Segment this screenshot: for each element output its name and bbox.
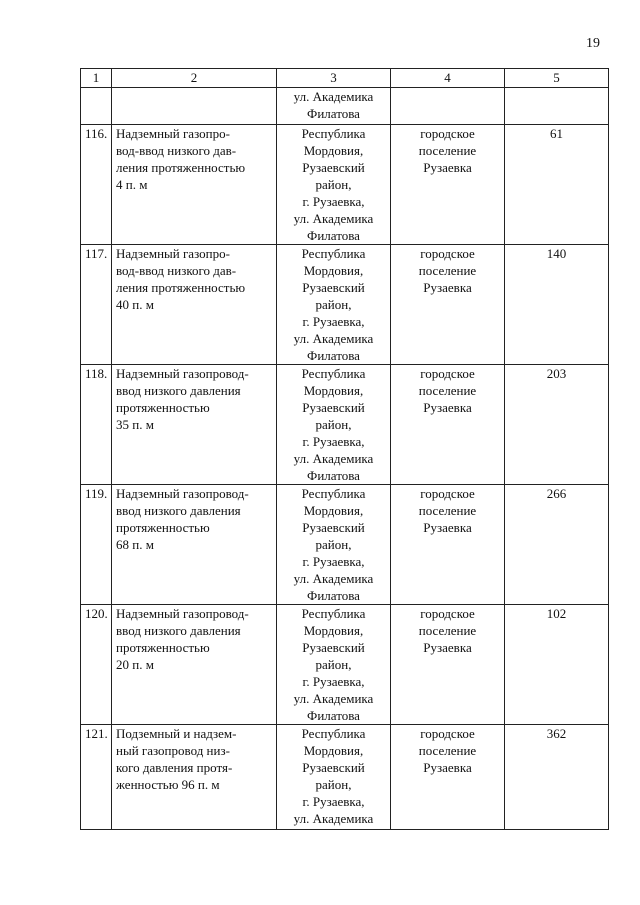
object-name-cell <box>112 245 277 365</box>
row-number-cell: 116. <box>81 125 112 245</box>
column-header-3: 3 <box>277 69 391 88</box>
object-name-line: ввод низкого давления <box>116 503 241 518</box>
object-name-line: ления протяженностью <box>116 280 246 295</box>
object-name-line: Подземный и надзем- <box>116 726 237 741</box>
column-header-5: 5 <box>505 69 609 88</box>
address-line: Мордовия, <box>303 623 364 638</box>
settlement-line: городское <box>420 606 475 621</box>
object-name-line: вод-ввод низкого дав- <box>116 263 237 278</box>
settlement-cell <box>391 485 505 605</box>
address-line: Республика <box>301 606 366 621</box>
settlement-cell <box>391 725 505 830</box>
address-line: Мордовия, <box>303 383 364 398</box>
object-name-line: 35 п. м <box>116 417 154 432</box>
object-name-line: 68 п. м <box>116 537 154 552</box>
address-cell <box>277 725 391 830</box>
row-number-cell: 119. <box>81 485 112 605</box>
continuation-num-cell <box>81 88 112 125</box>
object-name-line: протяженностью <box>116 640 210 655</box>
registry-table <box>80 68 609 830</box>
address-line: ул. Академика <box>293 211 374 226</box>
table-row <box>81 485 609 605</box>
value-cell: 362 <box>505 725 609 830</box>
address-line: г. Рузаевка, <box>302 794 365 809</box>
address-line: г. Рузаевка, <box>302 434 365 449</box>
address-line: Мордовия, <box>303 503 364 518</box>
table-row <box>81 605 609 725</box>
continuation-value-cell <box>505 88 609 125</box>
address-line: район, <box>315 777 352 792</box>
settlement-line: Рузаевка <box>423 760 472 775</box>
address-line: Филатова <box>307 588 360 603</box>
object-name-line: 4 п. м <box>116 177 148 192</box>
object-name-line: протяженностью <box>116 520 210 535</box>
address-line: Рузаевский <box>302 400 365 415</box>
object-name-line: женностью 96 п. м <box>116 777 220 792</box>
value-cell: 61 <box>505 125 609 245</box>
continuation-settlement-cell <box>391 88 505 125</box>
object-name-cell <box>112 725 277 830</box>
object-name-line: Надземный газопро- <box>116 126 230 141</box>
address-line: Республика <box>301 486 366 501</box>
address-line: район, <box>315 417 352 432</box>
row-number-cell: 121. <box>81 725 112 830</box>
address-line: Республика <box>301 366 366 381</box>
address-line: Филатова <box>307 228 360 243</box>
object-name-line: Надземный газопровод- <box>116 366 249 381</box>
row-number-cell: 118. <box>81 365 112 485</box>
address-line: район, <box>315 297 352 312</box>
address-cell <box>277 605 391 725</box>
column-header-4: 4 <box>391 69 505 88</box>
settlement-line: Рузаевка <box>423 520 472 535</box>
address-line: Филатова <box>307 348 360 363</box>
value-cell: 102 <box>505 605 609 725</box>
object-name-line: Надземный газопровод- <box>116 606 249 621</box>
settlement-cell <box>391 125 505 245</box>
address-line: Рузаевский <box>302 640 365 655</box>
object-name-line: протяженностью <box>116 400 210 415</box>
address-line: ул. Академика <box>293 571 374 586</box>
table-row <box>81 245 609 365</box>
address-line: район, <box>315 537 352 552</box>
object-name-cell <box>112 365 277 485</box>
table-row-continuation <box>81 88 609 125</box>
settlement-line: городское <box>420 126 475 141</box>
settlement-line: Рузаевка <box>423 160 472 175</box>
address-line: г. Рузаевка, <box>302 674 365 689</box>
settlement-line: городское <box>420 246 475 261</box>
object-name-line: Надземный газопровод- <box>116 486 249 501</box>
object-name-line: 40 п. м <box>116 297 154 312</box>
address-line: район, <box>315 657 352 672</box>
address-line: Республика <box>301 126 366 141</box>
object-name-line: кого давления протя- <box>116 760 233 775</box>
value-cell: 140 <box>505 245 609 365</box>
settlement-line: поселение <box>418 743 477 758</box>
settlement-line: городское <box>420 486 475 501</box>
object-name-line: вод-ввод низкого дав- <box>116 143 237 158</box>
object-name-line: Надземный газопро- <box>116 246 230 261</box>
address-line: г. Рузаевка, <box>302 314 365 329</box>
address-line: ул. Академика <box>293 331 374 346</box>
settlement-line: поселение <box>418 383 477 398</box>
settlement-line: Рузаевка <box>423 280 472 295</box>
object-name-cell <box>112 605 277 725</box>
table-row <box>81 365 609 485</box>
address-line: Мордовия, <box>303 143 364 158</box>
continuation-address-cell <box>277 88 391 125</box>
settlement-cell <box>391 245 505 365</box>
address-line: г. Рузаевка, <box>302 194 365 209</box>
address-line: Филатова <box>307 468 360 483</box>
address-line: Республика <box>301 246 366 261</box>
address-line: ул. Академика <box>293 89 374 104</box>
address-line: Рузаевский <box>302 520 365 535</box>
settlement-line: городское <box>420 726 475 741</box>
table-header-row <box>81 69 609 88</box>
address-cell <box>277 365 391 485</box>
settlement-line: Рузаевка <box>423 400 472 415</box>
address-line: Филатова <box>307 106 360 121</box>
address-line: Рузаевский <box>302 160 365 175</box>
settlement-line: поселение <box>418 143 477 158</box>
object-name-cell <box>112 125 277 245</box>
address-line: Филатова <box>307 708 360 723</box>
address-line: Мордовия, <box>303 743 364 758</box>
column-header-2: 2 <box>112 69 277 88</box>
row-number-cell: 120. <box>81 605 112 725</box>
address-cell <box>277 485 391 605</box>
settlement-cell <box>391 605 505 725</box>
table-row <box>81 125 609 245</box>
value-cell: 266 <box>505 485 609 605</box>
settlement-cell <box>391 365 505 485</box>
settlement-line: поселение <box>418 623 477 638</box>
address-line: ул. Академика <box>293 451 374 466</box>
address-line: ул. Академика <box>293 811 374 826</box>
address-line: Республика <box>301 726 366 741</box>
address-line: Рузаевский <box>302 280 365 295</box>
address-line: Рузаевский <box>302 760 365 775</box>
settlement-line: Рузаевка <box>423 640 472 655</box>
page-number: 19 <box>586 36 600 51</box>
settlement-line: поселение <box>418 503 477 518</box>
settlement-line: городское <box>420 366 475 381</box>
table-row <box>81 725 609 830</box>
address-line: г. Рузаевка, <box>302 554 365 569</box>
object-name-line: ный газопровод низ- <box>116 743 230 758</box>
object-name-line: 20 п. м <box>116 657 154 672</box>
object-name-cell <box>112 485 277 605</box>
address-line: ул. Академика <box>293 691 374 706</box>
value-cell: 203 <box>505 365 609 485</box>
object-name-line: ввод низкого давления <box>116 623 241 638</box>
address-cell <box>277 125 391 245</box>
object-name-line: ввод низкого давления <box>116 383 241 398</box>
column-header-1: 1 <box>81 69 112 88</box>
row-number-cell: 117. <box>81 245 112 365</box>
object-name-line: ления протяженностью <box>116 160 246 175</box>
continuation-name-cell <box>112 88 277 125</box>
address-line: район, <box>315 177 352 192</box>
settlement-line: поселение <box>418 263 477 278</box>
address-line: Мордовия, <box>303 263 364 278</box>
address-cell <box>277 245 391 365</box>
